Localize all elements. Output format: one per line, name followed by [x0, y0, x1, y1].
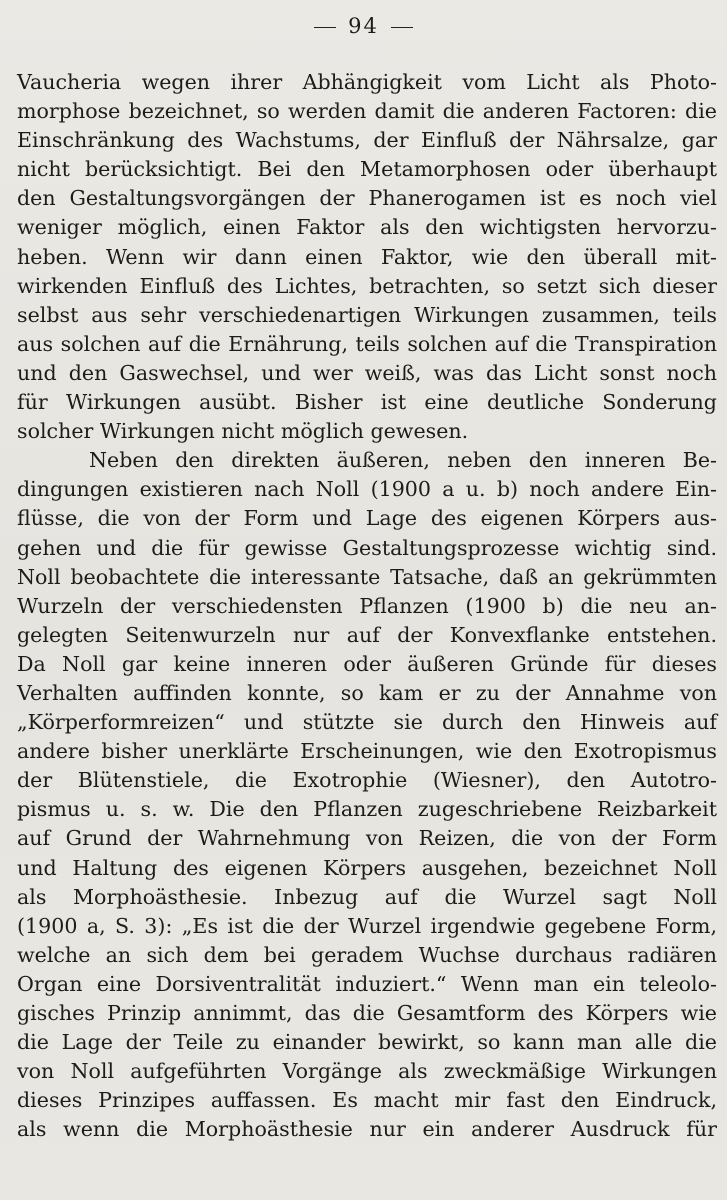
text-line: nicht berücksichtigt. Bei den Metamorphosen oder überhaupt: [17, 157, 717, 182]
paragraph-1: [17, 68, 717, 446]
text-line: und den Gaswechsel, und wer weiß, was das Licht sonst noch: [17, 360, 717, 385]
text-line: der Blütenstiele, die Exotrophie (Wiesner), den Autotro-: [17, 768, 717, 793]
page-number-text: 94: [348, 14, 379, 38]
text-line: Wurzeln der verschiedensten Pflanzen (1900 b) die neu an-: [17, 593, 717, 618]
text-line: Da Noll gar keine inneren oder äußeren Gründe für dieses: [17, 651, 717, 676]
text-line: Vaucheria wegen ihrer Abhängigkeit vom Licht als Photo-: [17, 70, 717, 94]
text-line: den Gestaltungsvorgängen der Phanerogamen ist es noch viel: [17, 186, 717, 211]
text-line: Einschränkung des Wachstums, der Einfluß der Nährsalze, gar: [17, 128, 717, 153]
text-line: weniger möglich, einen Faktor als den wichtigsten hervorzu-: [17, 215, 717, 240]
text-line: selbst aus sehr verschiedenartigen Wirkungen zusammen, teils: [17, 302, 717, 327]
text-line: andere bisher unerklärte Erscheinungen, wie den Exotropismus: [17, 739, 717, 764]
text-line: wirkenden Einfluß des Lichtes, betrachten, so setzt sich dieser: [17, 273, 717, 298]
text-line: pismus u. s. w. Die den Pflanzen zugeschriebene Reizbarkeit: [17, 797, 717, 822]
page-number-dash-right: [391, 27, 413, 28]
text-line: für Wirkungen ausübt. Bisher ist eine deutliche Sonderung: [17, 390, 717, 415]
text-line: Noll beobachtete die interessante Tatsache, daß an gekrümmten: [17, 564, 717, 589]
text-line: als Morphoästhesie. Inbezug auf die Wurzel sagt Noll: [17, 884, 717, 909]
text-line: Verhalten auffinden konnte, so kam er zu der Annahme von: [17, 680, 717, 705]
text-line: von Noll aufgeführten Vorgänge als zweckmäßige Wirkungen: [17, 1059, 717, 1084]
text-line: Neben den direkten äußeren, neben den inneren Be-: [89, 448, 717, 473]
text-line: und Haltung des eigenen Körpers ausgehen, bezeichnet Noll: [17, 855, 717, 880]
text-line: heben. Wenn wir dann einen Faktor, wie den überall mit-: [17, 244, 717, 269]
text-line: dieses Prinzipes auffassen. Es macht mir fast den Eindruck,: [17, 1088, 717, 1113]
body-text: [17, 68, 717, 1144]
text-line: (1900 a, S. 3): „Es ist die der Wurzel irgendwie gegebene Form,: [17, 913, 717, 938]
text-line: flüsse, die von der Form und Lage des eigenen Körpers aus-: [17, 506, 717, 531]
text-line: gehen und die für gewisse Gestaltungsprozesse wichtig sind.: [17, 535, 717, 560]
text-line: gisches Prinzip annimmt, das die Gesamtform des Körpers wie: [17, 1001, 717, 1025]
text-line: gelegten Seitenwurzeln nur auf der Konvexflanke entstehen.: [17, 622, 717, 647]
text-line: aus solchen auf die Ernährung, teils solchen auf die Transpiration: [17, 331, 717, 356]
text-line: die Lage der Teile zu einander bewirkt, so kann man alle die: [17, 1030, 717, 1055]
text-line: als wenn die Morphoästhesie nur ein anderer Ausdruck für: [17, 1117, 717, 1142]
text-line: Organ eine Dorsiventralität induziert.“ Wenn man ein teleolo-: [17, 971, 717, 996]
page-number-dash-left: [314, 27, 336, 28]
text-line: welche an sich dem bei geradem Wuchse durchaus radiären: [17, 942, 717, 967]
text-line: morphose bezeichnet, so werden damit die anderen Factoren: die: [17, 99, 717, 124]
text-line: dingungen existieren nach Noll (1900 a u. b) noch andere Ein-: [17, 477, 717, 502]
page-number: [0, 14, 727, 38]
text-line: „Körperformreizen“ und stützte sie durch den Hinweis auf: [17, 710, 717, 735]
paragraph-2: [17, 446, 717, 1144]
text-line: solcher Wirkungen nicht möglich gewesen.: [17, 419, 469, 444]
text-line: auf Grund der Wahrnehmung von Reizen, die von der Form: [17, 826, 717, 851]
